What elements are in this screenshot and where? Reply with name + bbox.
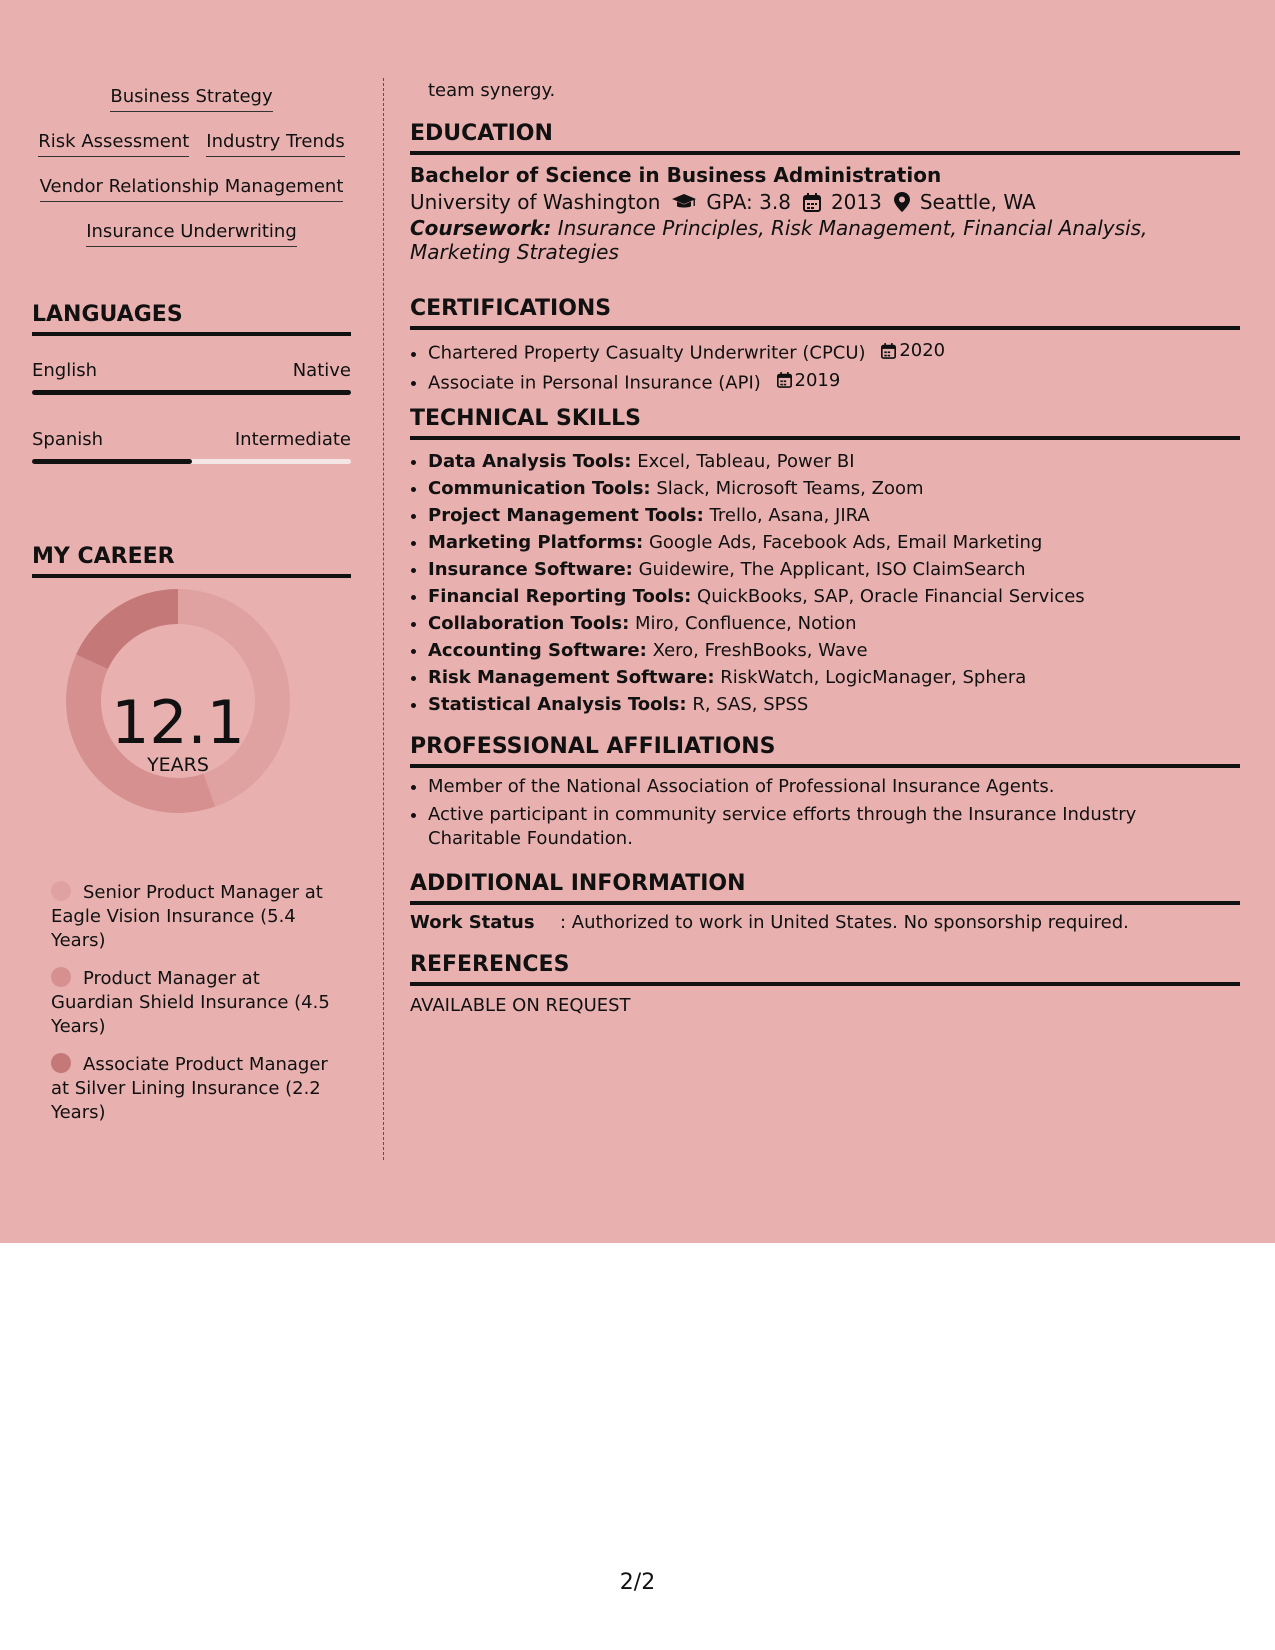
skill-values: Slack, Microsoft Teams, Zoom: [650, 478, 924, 499]
skill-values: Excel, Tableau, Power BI: [631, 451, 855, 472]
skill-category: Risk Management Software:: [428, 667, 715, 688]
school-location: Seattle, WA: [919, 190, 1036, 214]
skill-values: Guidewire, The Applicant, ISO ClaimSearch: [632, 559, 1026, 580]
skill-category: Financial Reporting Tools:: [428, 586, 692, 607]
legend-dot: [51, 881, 71, 901]
skill-item: [428, 610, 1240, 637]
skill-values: Xero, FreshBooks, Wave: [646, 640, 868, 661]
skill-tag: Business Strategy: [110, 86, 272, 112]
skill-values: R, SAS, SPSS: [686, 694, 809, 715]
skill-tag: Risk Assessment: [38, 131, 189, 157]
career-legend: [51, 881, 331, 1139]
affiliations-heading: PROFESSIONAL AFFILIATIONS: [410, 734, 1240, 768]
career-role: Senior Product Manager at Eagle Vision Insurance (5.4 Years): [51, 882, 323, 951]
language-bar-track: [32, 459, 351, 464]
skill-tag: Vendor Relationship Management: [40, 176, 344, 202]
skill-tag: Industry Trends: [206, 131, 344, 157]
certification-name: Associate in Personal Insurance (API): [428, 372, 761, 393]
language-level: Intermediate: [234, 429, 351, 450]
skills-tags: [32, 86, 351, 266]
skill-category: Project Management Tools:: [428, 505, 704, 526]
tag-row: [32, 131, 351, 176]
donut-segment-2: [76, 589, 178, 669]
career-role: Associate Product Manager at Silver Lining Insurance (2.2 Years): [51, 1054, 328, 1123]
graduation-cap-icon: [672, 193, 696, 211]
certification-year: 2019: [794, 369, 841, 391]
affiliations-list: [410, 775, 1240, 851]
career-legend-item: [51, 1053, 331, 1125]
language-english: [32, 360, 351, 395]
work-status-value: : Authorized to work in United States. No sponsorship required.: [560, 912, 1129, 933]
language-spanish: [32, 429, 351, 464]
career-years-unit: YEARS: [147, 754, 209, 776]
page-number: 2/2: [619, 1570, 656, 1595]
skill-category: Communication Tools:: [428, 478, 651, 499]
certification-year: 2020: [899, 340, 946, 361]
calendar-icon: [777, 372, 792, 388]
education-heading: EDUCATION: [410, 121, 1240, 155]
location-pin-icon: [894, 192, 910, 212]
education-entry: [410, 162, 1240, 264]
coursework-list: Insurance Principles, Risk Management, Financial Analysis, Marketing Strategies: [410, 216, 1148, 264]
skill-values: Miro, Confluence, Notion: [629, 613, 857, 634]
certification-item: [428, 337, 1240, 367]
calendar-icon: [881, 343, 896, 359]
skill-item: [428, 502, 1240, 529]
skill-values: QuickBooks, SAP, Oracle Financial Services: [691, 586, 1085, 607]
graduation-year: 2013: [830, 190, 882, 214]
education-details: [410, 188, 1240, 216]
skill-category: Statistical Analysis Tools:: [428, 694, 687, 715]
languages-heading: LANGUAGES: [32, 302, 351, 336]
skill-item: [428, 664, 1240, 691]
certifications-heading: CERTIFICATIONS: [410, 296, 1240, 330]
skill-category: Data Analysis Tools:: [428, 451, 632, 472]
legend-dot: [51, 1053, 71, 1073]
calendar-icon: [803, 193, 821, 212]
career-role: Product Manager at Guardian Shield Insurance (4.5 Years): [51, 968, 330, 1037]
language-bar-fill: [32, 390, 351, 395]
skill-item: [428, 448, 1240, 475]
additional-info-heading: ADDITIONAL INFORMATION: [410, 871, 1240, 905]
tag-row: [32, 176, 351, 221]
technical-skills-heading: TECHNICAL SKILLS: [410, 406, 1240, 440]
language-bar-track: [32, 390, 351, 395]
career-total-years: 12.1: [111, 688, 245, 758]
skill-values: RiskWatch, LogicManager, Sphera: [714, 667, 1027, 688]
skill-category: Accounting Software:: [428, 640, 647, 661]
skill-category: Insurance Software:: [428, 559, 633, 580]
school-name: University of Washington: [410, 190, 661, 214]
references-heading: REFERENCES: [410, 952, 1240, 986]
technical-skills-list: [410, 448, 1240, 718]
language-name: English: [32, 360, 97, 381]
skill-item: [428, 556, 1240, 583]
skill-item: [428, 583, 1240, 610]
skill-item: [428, 637, 1240, 664]
career-legend-item: [51, 967, 331, 1039]
career-heading: MY CAREER: [32, 544, 351, 578]
references-text: AVAILABLE ON REQUEST: [410, 995, 631, 1016]
summary-continuation: team synergy.: [428, 80, 556, 101]
work-status-row: [410, 911, 1240, 935]
tag-row: [32, 221, 351, 266]
skill-values: Google Ads, Facebook Ads, Email Marketing: [643, 532, 1043, 553]
legend-dot: [51, 967, 71, 987]
skill-category: Collaboration Tools:: [428, 613, 630, 634]
tag-row: [32, 86, 351, 131]
coursework-label: Coursework:: [410, 216, 552, 240]
career-legend-item: [51, 881, 331, 953]
certification-name: Chartered Property Casualty Underwriter (CPCU): [428, 342, 866, 364]
certification-item: [428, 367, 1240, 397]
skill-values: Trello, Asana, JIRA: [703, 505, 870, 526]
skill-tag: Insurance Underwriting: [86, 221, 297, 247]
skill-item: [428, 529, 1240, 556]
language-bar-fill: [32, 459, 192, 464]
skill-item: [428, 475, 1240, 502]
skill-item: [428, 691, 1240, 718]
language-name: Spanish: [32, 429, 104, 450]
column-divider: [383, 78, 384, 1160]
skill-category: Marketing Platforms:: [428, 532, 644, 553]
language-level: Native: [292, 360, 351, 381]
gpa: GPA: 3.8: [706, 190, 791, 214]
degree-title: Bachelor of Science in Business Administration: [410, 163, 942, 187]
affiliation-item: • Active participant in community service efforts through the Insurance Industry Charitable Foundation.: [428, 803, 1180, 851]
work-status-label: Work Status: [410, 912, 535, 933]
coursework: [410, 216, 1240, 264]
certifications-list: [410, 337, 1240, 396]
affiliation-item: • Member of the National Association of Professional Insurance Agents.: [428, 775, 1180, 799]
